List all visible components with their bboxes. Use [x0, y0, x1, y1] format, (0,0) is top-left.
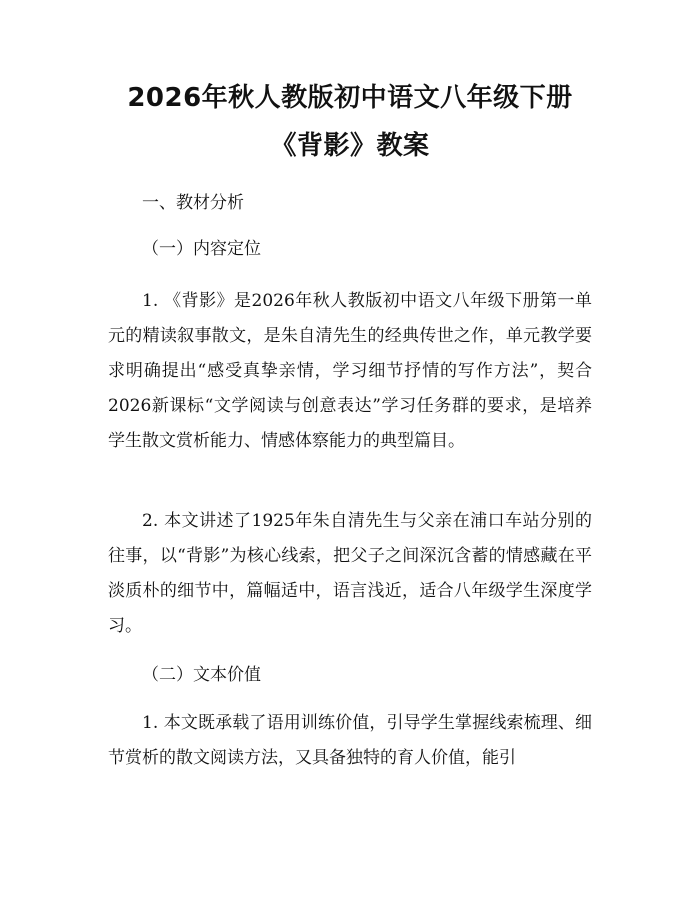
section-heading: 一、教材分析 — [142, 193, 244, 213]
subsection-heading: （二）文本价值 — [142, 665, 261, 685]
subsection-heading: （一）内容定位 — [142, 239, 261, 259]
paragraph: 1. 本文既承载了语用训练价值，引导学生掌握线索梳理、细节赏析的散文阅读方法，又具备独特的育人价值，能引 — [108, 713, 592, 768]
document-title: 2026年秋人教版初中语文八年级下册《背影》教案 — [127, 83, 573, 161]
paragraph: 2. 本文讲述了1925年朱自清先生与父亲在浦口车站分别的往事，以“背影”为核心线索，把父子之间深沉含蓄的情感藏在平淡质朴的细节中，篇幅适中，语言浅近，适合八年级学生深度学习。 — [108, 511, 592, 636]
paragraph: 1. 《背影》是2026年秋人教版初中语文八年级下册第一单元的精读叙事散文，是朱自清先生的经典传世之作，单元教学要求明确提出“感受真挚亲情，学习细节抒情的写作方法”，契合2026新课标“文学阅读与创意表达”学习任务群的要求，是培养学生散文赏析能力、情感体察能力的典型篇目。 — [108, 291, 592, 451]
